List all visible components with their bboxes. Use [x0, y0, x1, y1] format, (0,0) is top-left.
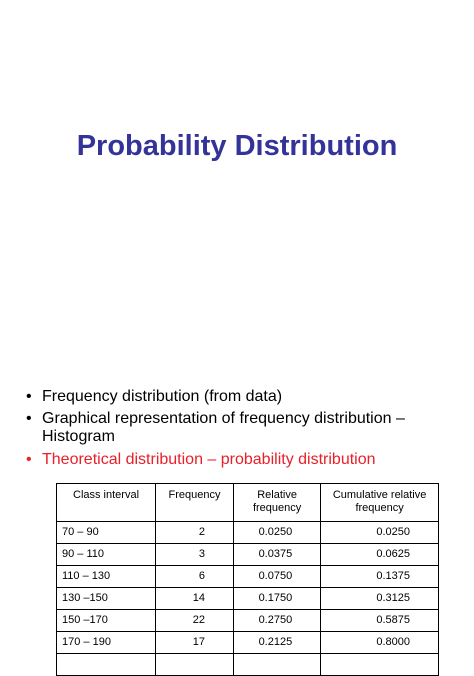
cell-class-interval: 90 – 110: [57, 544, 156, 566]
bullet-marker: •: [26, 388, 32, 405]
bullet-item-highlighted: [26, 451, 466, 469]
cell-frequency: 3: [156, 544, 234, 566]
header-cumulative-relative-frequency: Cumulative relative frequency: [321, 484, 439, 522]
cell-relative-frequency: 0.2125: [234, 632, 321, 654]
cell-relative-frequency: 0.1750: [234, 588, 321, 610]
table-row: [57, 632, 439, 654]
cell-cumulative-frequency: 0.1375: [321, 566, 439, 588]
cell-cumulative-frequency: 0.8000: [321, 632, 439, 654]
cell-relative-frequency: 0.0375: [234, 544, 321, 566]
cell-cumulative-frequency: 0.3125: [321, 588, 439, 610]
bullet-marker: •: [26, 410, 32, 427]
table-row: [57, 522, 439, 544]
bullet-text: Theoretical distribution – probability distribution: [42, 451, 376, 468]
bullet-list: [26, 388, 466, 473]
cell-relative-frequency: 0.2750: [234, 610, 321, 632]
table-header-row: [57, 484, 439, 522]
bullet-text: Frequency distribution (from data): [42, 388, 283, 405]
bullet-item: [26, 410, 466, 446]
table-row: [57, 588, 439, 610]
bullet-item: [26, 388, 466, 406]
table-row: [57, 544, 439, 566]
table-row: [57, 566, 439, 588]
cell-cumulative-frequency: 0.5875: [321, 610, 439, 632]
cell-relative-frequency: 0.0250: [234, 522, 321, 544]
cell-frequency: 2: [156, 522, 234, 544]
cell-frequency: 17: [156, 632, 234, 654]
cell-relative-frequency: 0.0750: [234, 566, 321, 588]
table-row: [57, 610, 439, 632]
cell-class-interval: 70 – 90: [57, 522, 156, 544]
bullet-marker: •: [26, 451, 32, 468]
cell-frequency: 14: [156, 588, 234, 610]
cell-cumulative-frequency: 0.0250: [321, 522, 439, 544]
cell-frequency: 6: [156, 566, 234, 588]
slide-title: Probability Distribution: [76, 130, 398, 162]
cell-class-interval: 130 –150: [57, 588, 156, 610]
bullet-text: Graphical representation of frequency distribution – Histogram: [42, 410, 405, 445]
cell-cumulative-frequency: 0.0625: [321, 544, 439, 566]
frequency-table: [56, 483, 439, 676]
cell-class-interval: 110 – 130: [57, 566, 156, 588]
table-row-partial: [57, 654, 439, 676]
header-frequency: Frequency: [156, 484, 234, 522]
header-class-interval: Class interval: [57, 484, 156, 522]
cell-class-interval: 150 –170: [57, 610, 156, 632]
header-relative-frequency: Relative frequency: [234, 484, 321, 522]
cell-class-interval: 170 – 190: [57, 632, 156, 654]
cell-frequency: 22: [156, 610, 234, 632]
